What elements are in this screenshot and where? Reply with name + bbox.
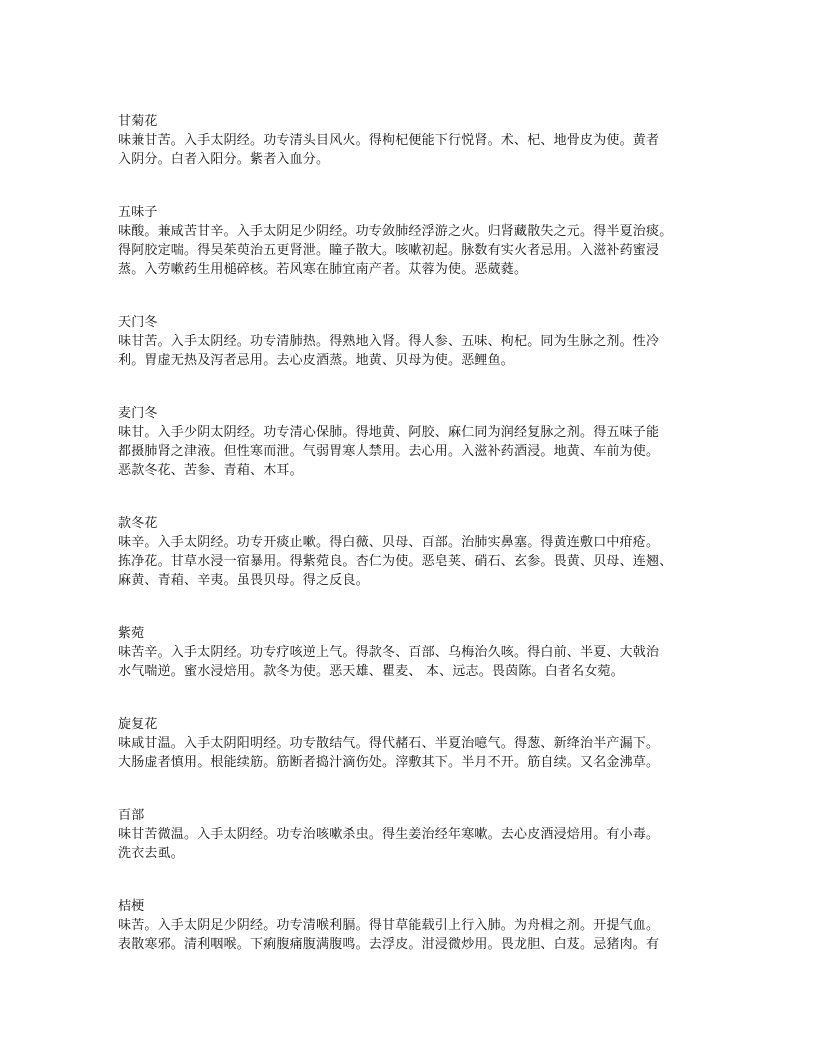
herb-description-line: 利。胃虚无热及泻者忌用。去心皮酒蒸。地黄、贝母为使。恶鲤鱼。	[118, 353, 515, 368]
herb-entry	[118, 112, 718, 169]
herb-description-line: 蒸。入劳嗽药生用槌碎核。若风寒在肺宜南产者。苁蓉为使。恶葳蕤。	[118, 262, 528, 277]
herb-description-line: 味辛。入手太阴经。功专开痰止嗽。得白薇、贝母、百部。治肺实鼻塞。得黄连敷口中疳疮。	[118, 535, 660, 550]
herb-description-line: 洗衣去虱。	[118, 846, 185, 861]
herb-description-line: 味咸甘温。入手太阴阳明经。功专散结气。得代赭石、半夏治噫气。得葱、新绛治半产漏下。	[118, 736, 660, 751]
herb-entry	[118, 897, 718, 954]
herb-title: 五味子	[118, 205, 158, 220]
herb-title: 甘菊花	[118, 114, 158, 129]
herb-description-line: 水气喘逆。蜜水浸焙用。款冬为使。恶天雄、瞿麦、 本、远志。畏茵陈。白者名女菀。	[118, 664, 624, 679]
herb-title: 天门冬	[118, 315, 158, 330]
herb-description-line: 都摄肺肾之津液。但性寒而泄。气弱胃寒人禁用。去心用。入滋补药酒浸。地黄、车前为使。	[118, 444, 660, 459]
herb-description-line: 表散寒邪。清利咽喉。下痢腹痛腹满腹鸣。去浮皮。泔浸微炒用。畏龙胆、白芨。忌猪肉。有	[118, 937, 660, 952]
herb-description-line: 味苦。入手太阴足少阴经。功专清喉利膈。得甘草能载引上行入肺。为舟楫之剂。开提气血。	[118, 918, 660, 933]
herb-entry	[118, 806, 718, 863]
herb-description-line: 味甘苦。入手太阴经。功专清肺热。得熟地入肾。得人参、五味、枸杞。同为生脉之剂。性冷	[118, 334, 660, 349]
herb-description-line: 味兼甘苦。入手太阴经。功专清头目风火。得枸杞便能下行悦肾。术、杞、地骨皮为使。黄者	[118, 133, 660, 148]
herb-description-line: 拣净花。甘草水浸一宿暴用。得紫菀良。杏仁为使。恶皂荚、硝石、玄参。畏黄、贝母、连翘、	[118, 554, 673, 569]
herb-title: 麦门冬	[118, 406, 158, 421]
herb-entry	[118, 624, 718, 681]
herb-title: 百部	[118, 808, 145, 823]
herb-description-line: 味甘。入手少阴太阴经。功专清心保肺。得地黄、阿胶、麻仁同为润经复脉之剂。得五味子能	[118, 425, 660, 440]
herb-description-line: 大肠虚者慎用。根能续筋。筋断者捣汁滴伤处。滓敷其下。半月不开。筋自续。又名金沸草。	[118, 755, 660, 770]
herb-entry	[118, 313, 718, 370]
herb-entry	[118, 203, 718, 279]
herb-description-line: 味苦辛。入手太阴经。功专疗咳逆上气。得款冬、百部、乌梅治久咳。得白前、半夏、大戟治	[118, 645, 660, 660]
herb-description-line: 麻黄、青葙、辛夷。虽畏贝母。得之反良。	[118, 573, 369, 588]
herb-description-line: 味甘苦微温。入手太阴经。功专治咳嗽杀虫。得生姜治经年寒嗽。去心皮酒浸焙用。有小毒。	[118, 827, 660, 842]
herb-title: 旋复花	[118, 717, 158, 732]
document-page	[118, 112, 718, 988]
herb-title: 款冬花	[118, 516, 158, 531]
herb-description-line: 恶款冬花、苦参、青葙、木耳。	[118, 463, 303, 478]
herb-title: 紫菀	[118, 626, 145, 641]
herb-description-line: 入阴分。白者入阳分。紫者入血分。	[118, 152, 330, 167]
herb-entry	[118, 514, 718, 590]
herb-entry	[118, 715, 718, 772]
herb-title: 桔梗	[118, 899, 145, 914]
herb-description-line: 味酸。兼咸苦甘辛。入手太阴足少阴经。功专敛肺经浮游之火。归肾藏散失之元。得半夏治痰。	[118, 224, 673, 239]
herb-entry	[118, 404, 718, 480]
herb-description-line: 得阿胶定喘。得吴茱萸治五更肾泄。瞳子散大。咳嗽初起。脉数有实火者忌用。入滋补药蜜浸	[118, 243, 660, 258]
